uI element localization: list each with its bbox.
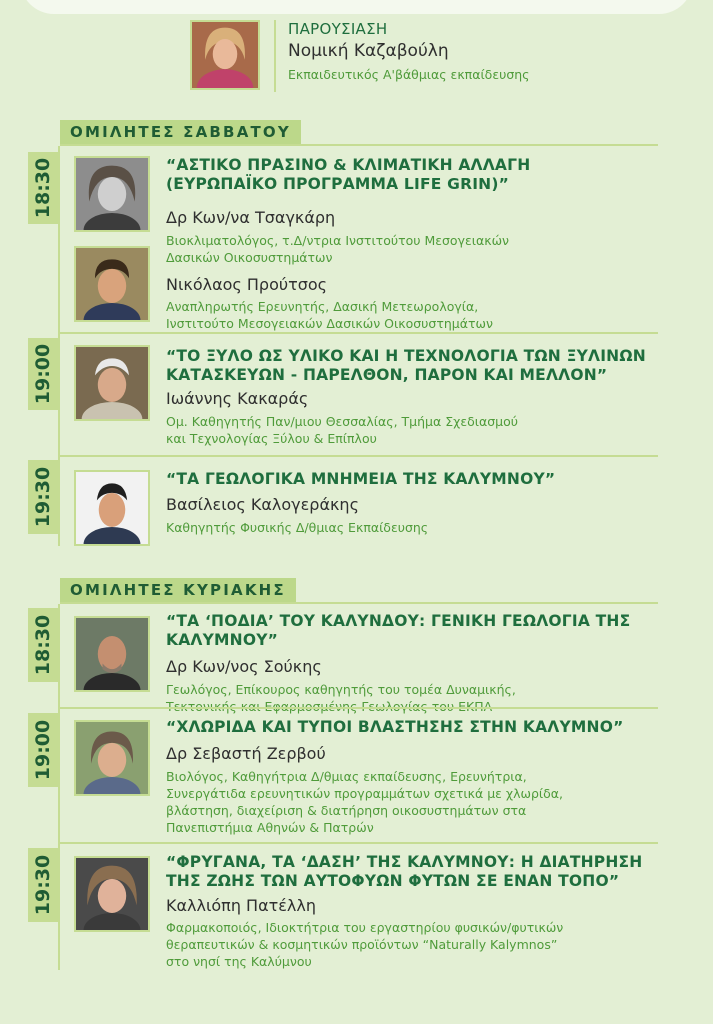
speaker-name: Ιωάννης Κακαράς [166,389,309,408]
row-separator [60,455,658,457]
saturday-header: ΟΜΙΛΗΤΕΣ ΣΑΒΒΑΤΟΥ [60,120,301,146]
speaker-description: στο νησί της Καλύμνου [166,954,312,969]
row-separator [60,332,658,334]
time-tab: 18:30 [28,608,58,682]
speaker-description: Ινστιτούτο Μεσογειακών Δασικών Οικοσυστημάτων [166,316,493,331]
time-tab: 18:30 [28,152,58,224]
time-tab: 19:30 [28,848,58,922]
talk-title-line: “ΑΣΤΙΚΟ ΠΡΑΣΙΝΟ & ΚΛΙΜΑΤΙΚΗ ΑΛΛΑΓΗ [166,156,531,174]
speaker-description: Αναπληρωτής Ερευνητής, Δασική Μετεωρολογία, [166,299,479,314]
talk-title-line: “ΦΡΥΓΑΝΑ, ΤΑ ‘ΔΑΣΗ’ ΤΗΣ ΚΑΛΥΜΝΟΥ: Η ΔΙΑΤΗΡΗΣΗ [166,853,643,871]
speaker-description: Πανεπιστήμια Αθηνών & Πατρών [166,820,374,835]
talk-title-line: “ΤΑ ‘ΠΟΔΙΑ’ ΤΟΥ ΚΑΛΥΝΔΟΥ: ΓΕΝΙΚΗ ΓΕΩΛΟΓΙΑ ΤΗΣ ΚΑΛΥΜΝΟΥ” [166,612,631,649]
talk-title-line: “ΤΑ ΓΕΩΛΟΓΙΚΑ ΜΝΗΜΕΙΑ ΤΗΣ ΚΑΛΥΜΝΟΥ” [166,470,556,488]
speaker-name: Δρ Κων/να Τσαγκάρη [166,208,336,227]
saturday-side-line [58,146,60,546]
presenter-block [190,20,530,92]
speaker-name: Δρ Κων/νος Σούκης [166,657,322,676]
speaker-photo [74,156,150,232]
talk-block [166,470,676,536]
presenter-text [288,20,530,92]
top-decoration-band [20,0,693,14]
speaker-description: Συνεργάτιδα ερευνητικών προγραμμάτων σχετικά με χλωρίδα, [166,786,563,801]
speaker-description: Καθηγητής Φυσικής Δ/θμιας Εκπαίδευσης [166,520,429,535]
speaker-name: Βασίλειος Καλογεράκης [166,495,359,514]
speaker-description: Δασικών Οικοσυστημάτων [166,250,333,265]
presenter-photo [190,20,260,90]
presenter-description: Εκπαιδευτικός Α'βάθμιας εκπαίδευσης [288,67,530,82]
speaker-description: Βιοκλιματολόγος, τ.Δ/ντρια Ινστιτούτου Μεσογειακών [166,233,510,248]
sunday-header: ΟΜΙΛΗΤΕΣ ΚΥΡΙΑΚΗΣ [60,578,296,604]
speaker-photo [74,345,150,421]
time-tab: 19:00 [28,713,58,787]
talk-title-line: “ΤΟ ΞΥΛΟ ΩΣ ΥΛΙΚΟ ΚΑΙ Η ΤΕΧΝΟΛΟΓΙΑ ΤΩΝ ΞΥΛΙΝΩΝ [166,347,646,365]
talk-block [166,718,676,836]
talk-block [166,156,676,332]
speaker-description: Φαρμακοποιός, Ιδιοκτήτρια του εργαστηρίου φυσικών/φυτικών [166,920,564,935]
speaker-description: και Τεχνολογίας Ξύλου & Επίπλου [166,431,377,446]
speaker-description: Βιολόγος, Καθηγήτρια Δ/θμιας εκπαίδευσης, Ερευνήτρια, [166,769,527,784]
speaker-description: Ομ. Καθηγητής Παν/μιου Θεσσαλίας, Τμήμα Σχεδιασμού [166,414,518,429]
speaker-photo [74,246,150,322]
talk-title-line: “ΧΛΩΡΙΔΑ ΚΑΙ ΤΥΠΟΙ ΒΛΑΣΤΗΣΗΣ ΣΤΗΝ ΚΑΛΥΜΝΟ” [166,718,624,736]
sunday-side-line [58,604,60,970]
speaker-photo [74,720,150,796]
speaker-description: Γεωλόγος, Επίκουρος καθηγητής του τομέα Δυναμικής, [166,682,516,697]
talk-block [166,347,676,447]
talk-block [166,612,676,715]
speaker-name: Νικόλαος Προύτσος [166,275,328,294]
talk-block [166,853,676,970]
speaker-photo [74,856,150,932]
sunday-header-line [60,602,658,604]
speaker-name: Δρ Σεβαστή Ζερβού [166,744,326,763]
speaker-photo [74,616,150,692]
speaker-description: βλάστηση, διαχείριση & διατήρηση οικοσυστημάτων στα [166,803,527,818]
presenter-role: ΠΑΡΟΥΣΙΑΣΗ [288,20,388,38]
row-separator [60,707,658,709]
presenter-name: Νομική Καζαβούλη [288,41,449,61]
speaker-photo [74,470,150,546]
saturday-header-line [60,144,658,146]
time-tab: 19:30 [28,460,58,534]
row-separator [60,842,658,844]
talk-title-line: (ΕΥΡΩΠΑΪΚΟ ΠΡΟΓΡΑΜΜΑ LIFE GRIN)” [166,175,510,193]
talk-title-line: ΚΑΤΑΣΚΕΥΩΝ - ΠΑΡΕΛΘΟΝ, ΠΑΡΟΝ ΚΑΙ ΜΕΛΛΟΝ” [166,366,608,384]
speaker-name: Καλλιόπη Πατέλλη [166,896,316,915]
presenter-divider [274,20,276,92]
talk-title-line: ΤΗΣ ΖΩΗΣ ΤΩΝ ΑΥΤΟΦΥΩΝ ΦΥΤΩΝ ΣΕ ΕΝΑΝ ΤΟΠΟ” [166,872,620,890]
speaker-description: θεραπευτικών & κοσμητικών προϊόντων “Naturally Kalymnos” [166,937,558,952]
time-tab: 19:00 [28,338,58,410]
